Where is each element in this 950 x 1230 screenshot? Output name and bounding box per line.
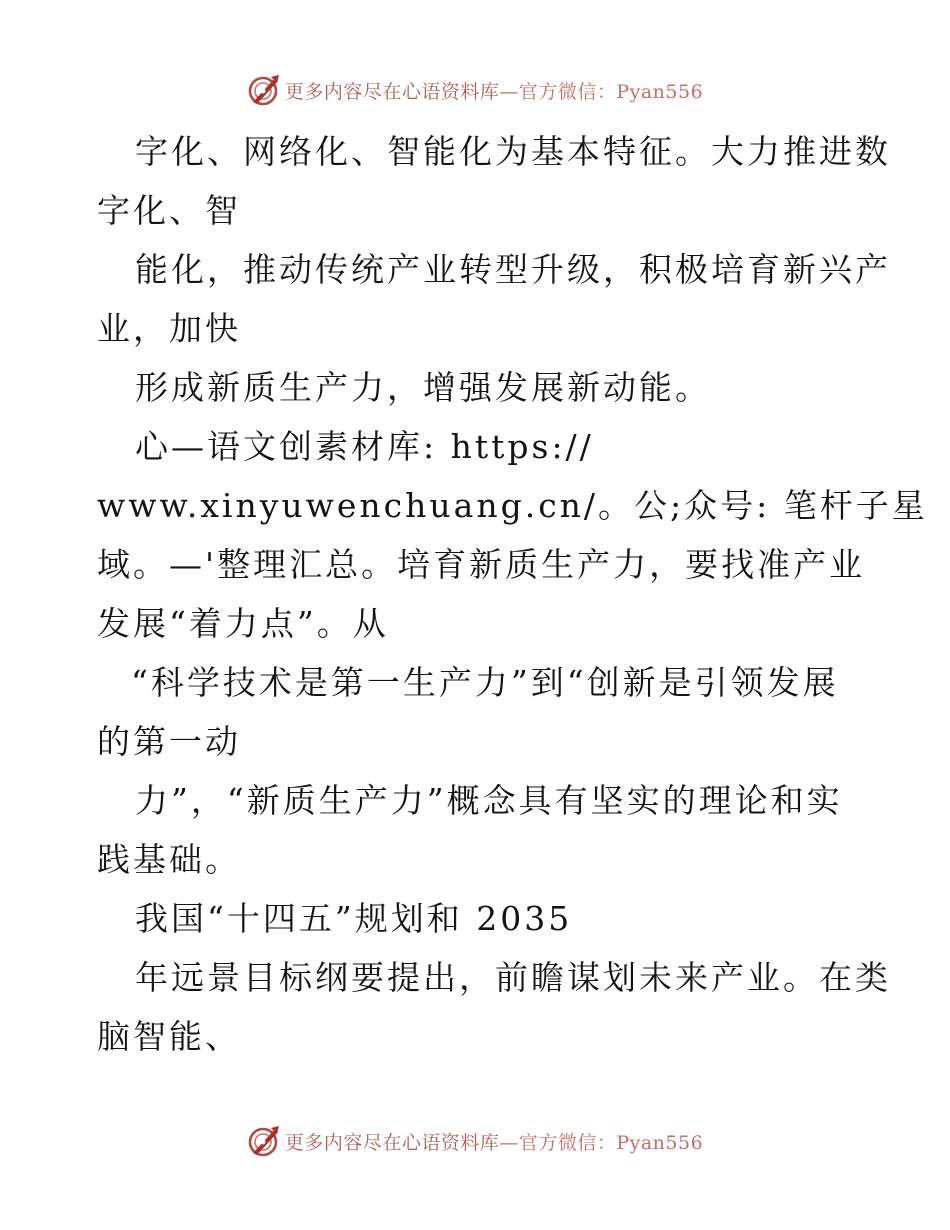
header-banner-text: 更多内容尽在心语资料库—官方微信：Pyan556 bbox=[284, 80, 704, 103]
text-line: 字化、智 bbox=[97, 191, 241, 230]
text-line: 力”，“新质生产力”概念具有坚实的理论和实 bbox=[135, 781, 843, 820]
header-banner bbox=[0, 70, 950, 110]
text-line: 的第一动 bbox=[97, 722, 241, 761]
text-line: 能化，推动传统产业转型升级，积极培育新兴产 bbox=[135, 250, 891, 289]
footer-banner bbox=[0, 1121, 950, 1161]
text-line: 业，加快 bbox=[97, 309, 241, 348]
text-line: 我国“十四五”规划和 2035 bbox=[135, 899, 573, 938]
quill-logo-icon bbox=[247, 1124, 281, 1158]
text-line: 年远景目标纲要提出，前瞻谋划未来产业。在类 bbox=[135, 958, 891, 997]
text-line: 脑智能、 bbox=[97, 1017, 241, 1056]
quill-logo-icon bbox=[247, 73, 281, 107]
document-body bbox=[97, 122, 928, 1066]
text-line: www.xinyuwenchuang.cn/。公;众号: 笔杆子星 bbox=[97, 486, 928, 525]
text-line: 形成新质生产力，增强发展新动能。 bbox=[135, 368, 711, 407]
text-line: 域。—'整理汇总。培育新质生产力，要找准产业 bbox=[97, 545, 866, 584]
text-line: “科学技术是第一生产力”到“创新是引领发展 bbox=[131, 663, 839, 702]
text-line: 字化、网络化、智能化为基本特征。大力推进数 bbox=[135, 132, 891, 171]
text-line: 践基础。 bbox=[97, 840, 241, 879]
footer-banner-text: 更多内容尽在心语资料库—官方微信：Pyan556 bbox=[284, 1131, 704, 1154]
text-line: 发展“着力点”。从 bbox=[97, 604, 389, 643]
text-line: 心—语文创素材库: https:// bbox=[135, 427, 594, 466]
